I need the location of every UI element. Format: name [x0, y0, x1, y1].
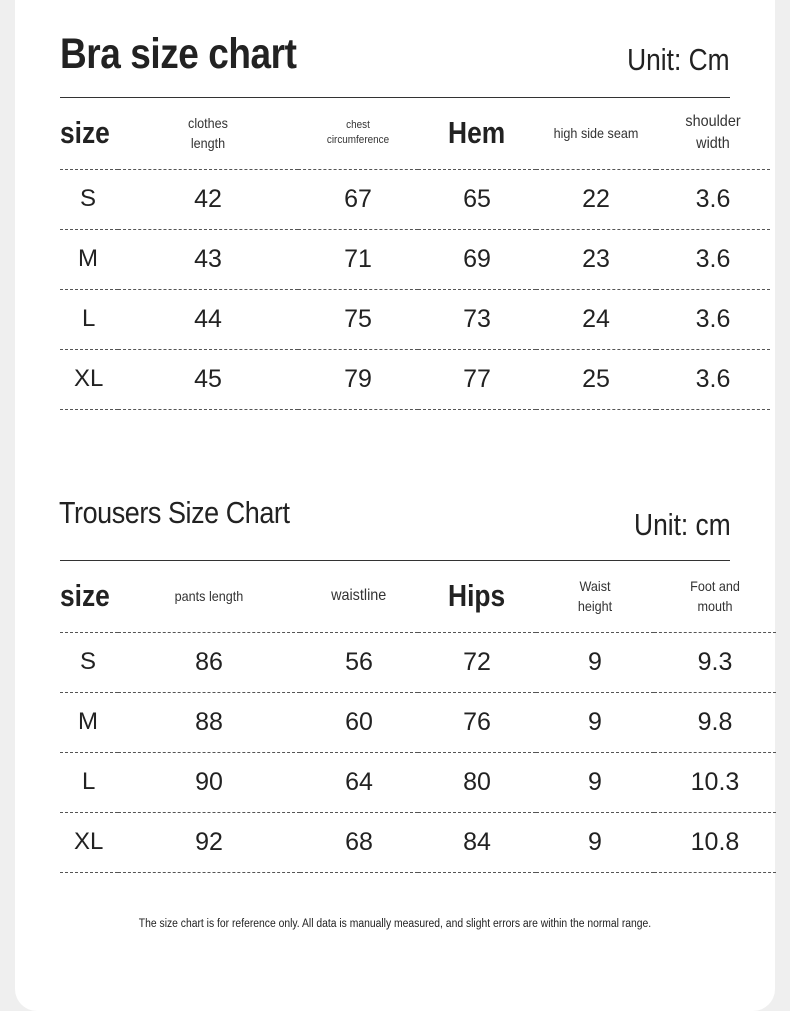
size-cell: M [60, 229, 118, 289]
bra-header-row [60, 98, 770, 169]
waistline-cell: 68 [300, 812, 418, 872]
trousers-header-row [60, 561, 776, 632]
waistline-cell: 64 [300, 752, 418, 812]
trousers-header-waist-height: Waist height [536, 561, 654, 632]
trousers-size-table [60, 561, 776, 873]
trousers-header-pants-length: pants length [118, 561, 300, 632]
bra-header-size: size [60, 98, 118, 169]
trousers-unit-label: Unit: cm [634, 507, 731, 542]
shoulder-width-cell: 3.6 [656, 229, 770, 289]
clothes-length-cell: 45 [118, 349, 298, 409]
shoulder-width-cell: 3.6 [656, 169, 770, 229]
pants-length-cell: 90 [118, 752, 300, 812]
pants-length-cell: 92 [118, 812, 300, 872]
foot-and-mouth-cell: 10.3 [654, 752, 776, 812]
bra-size-table [60, 98, 770, 410]
foot-and-mouth-cell: 10.8 [654, 812, 776, 872]
size-cell: XL [60, 349, 118, 409]
pants-length-cell: 86 [118, 632, 300, 692]
size-cell: L [60, 289, 118, 349]
waistline-cell: 56 [300, 632, 418, 692]
high-side-seam-cell: 23 [536, 229, 656, 289]
size-cell: S [60, 632, 118, 692]
clothes-length-cell: 43 [118, 229, 298, 289]
waist-height-cell: 9 [536, 812, 654, 872]
table-row [60, 229, 770, 289]
bra-header-clothes-length: clothes length [118, 98, 298, 169]
trousers-header-hips: Hips [418, 561, 536, 632]
size-cell: M [60, 692, 118, 752]
high-side-seam-cell: 24 [536, 289, 656, 349]
pants-length-cell: 88 [118, 692, 300, 752]
chest-circumference-cell: 67 [298, 169, 418, 229]
waistline-cell: 60 [300, 692, 418, 752]
trousers-header-foot-and-mouth: Foot and mouth [654, 561, 776, 632]
waist-height-cell: 9 [536, 692, 654, 752]
table-row [60, 812, 776, 872]
chest-circumference-cell: 79 [298, 349, 418, 409]
high-side-seam-cell: 22 [536, 169, 656, 229]
bra-header-shoulder-width: shoulder width [656, 98, 770, 169]
chest-circumference-cell: 71 [298, 229, 418, 289]
table-row [60, 692, 776, 752]
bra-header-hem: Hem [418, 98, 536, 169]
size-cell: L [60, 752, 118, 812]
waist-height-cell: 9 [536, 752, 654, 812]
bra-unit-label: Unit: Cm [627, 42, 730, 77]
hips-cell: 76 [418, 692, 536, 752]
clothes-length-cell: 44 [118, 289, 298, 349]
size-cell: XL [60, 812, 118, 872]
hem-cell: 65 [418, 169, 536, 229]
trousers-header-size: size [60, 561, 118, 632]
shoulder-width-cell: 3.6 [656, 289, 770, 349]
table-row [60, 752, 776, 812]
bra-size-section [60, 30, 741, 420]
trousers-chart-title: Trousers Size Chart [59, 495, 290, 530]
trousers-header-waistline: waistline [300, 561, 418, 632]
trousers-size-section [59, 495, 740, 885]
foot-and-mouth-cell: 9.3 [654, 632, 776, 692]
hem-cell: 73 [418, 289, 536, 349]
table-row [60, 632, 776, 692]
table-row [60, 349, 770, 409]
table-row [60, 289, 770, 349]
foot-and-mouth-cell: 9.8 [654, 692, 776, 752]
bra-header-chest-circumference: chest circumference [298, 98, 418, 169]
chest-circumference-cell: 75 [298, 289, 418, 349]
table-row [60, 169, 770, 229]
hem-cell: 69 [418, 229, 536, 289]
shoulder-width-cell: 3.6 [656, 349, 770, 409]
hem-cell: 77 [418, 349, 536, 409]
hips-cell: 80 [418, 752, 536, 812]
size-cell: S [60, 169, 118, 229]
bra-header-high-side-seam: high side seam [536, 98, 656, 169]
reference-note: The size chart is for reference only. All data is manually measured, and slight errors are within the normal range. [138, 918, 652, 930]
high-side-seam-cell: 25 [536, 349, 656, 409]
clothes-length-cell: 42 [118, 169, 298, 229]
bra-chart-title: Bra size chart [60, 30, 297, 78]
hips-cell: 72 [418, 632, 536, 692]
hips-cell: 84 [418, 812, 536, 872]
waist-height-cell: 9 [536, 632, 654, 692]
